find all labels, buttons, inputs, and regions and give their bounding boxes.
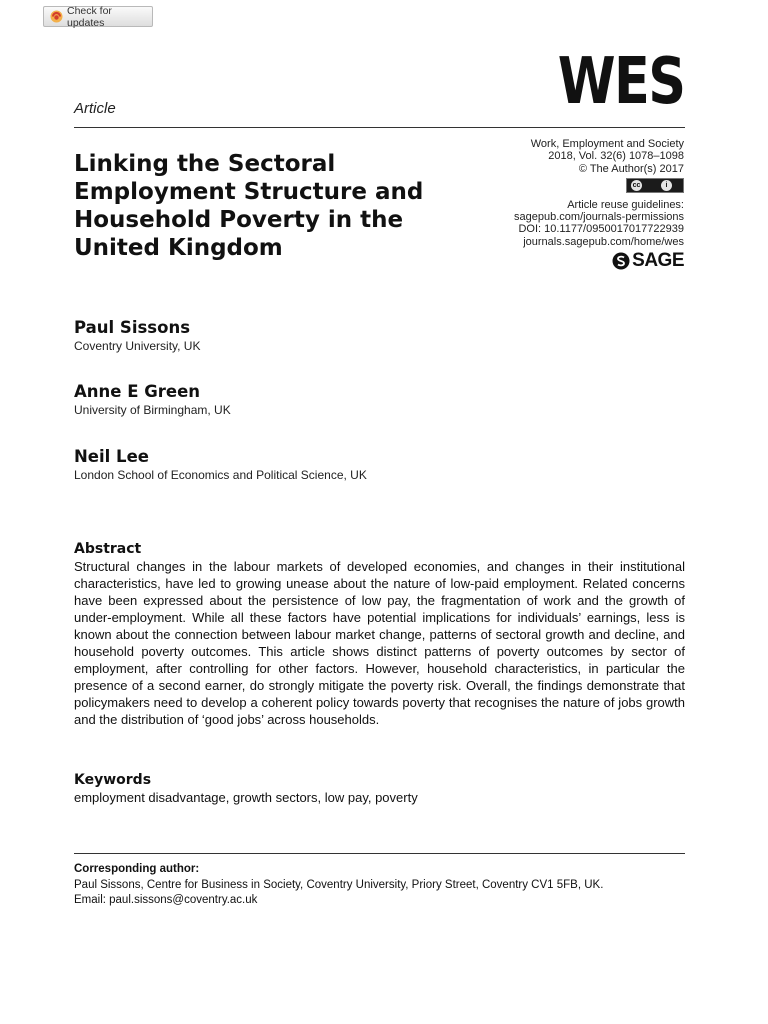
corresponding-author-label: Corresponding author: xyxy=(74,863,200,875)
journal-url[interactable]: journals.sagepub.com/home/wes xyxy=(523,235,684,248)
author-name: Anne E Green xyxy=(74,382,201,401)
abstract-section xyxy=(74,540,685,728)
keywords-text: employment disadvantage, growth sectors, low pay, poverty xyxy=(74,790,418,805)
check-for-updates-button[interactable] xyxy=(43,6,153,27)
abstract-text: Structural changes in the labour markets of developed economies, and changes in their institutional characteristics, have led to growing unease about the nature of low-paid employment. Related concerns have been expressed about the persistence of low pay, the fragmentation of work and the growth of under-employment. While all these factors have potential implications for individuals’ earnings, less is known about the connection between labour market change, patterns of sectoral growth and decline, and household poverty outcomes. This article shows distinct patterns of poverty outcomes by sector of employment, after controlling for other factors. However, household characteristics, in particular the presence of a second earner, do strongly mitigate the poverty risk. Overall, the findings demonstrate that policymakers need to develop a coherent policy towards poverty that recognises the nature of jobs growth and the distribution of ‘good jobs’ across households. xyxy=(74,559,685,727)
keywords-section xyxy=(74,771,685,806)
keywords-heading: Keywords xyxy=(74,772,152,788)
author-name: Paul Sissons xyxy=(74,318,191,337)
article-type: Article xyxy=(74,100,116,117)
footer-divider xyxy=(74,853,685,854)
sage-logo-icon xyxy=(612,252,630,270)
reuse-guidelines-link[interactable]: sagepub.com/journals-permissions xyxy=(514,211,684,224)
check-updates-icon xyxy=(50,10,63,23)
author-affiliation: London School of Economics and Political Science, UK xyxy=(74,468,367,482)
author-block xyxy=(74,318,200,354)
corresponding-author xyxy=(74,862,714,909)
sage-logo xyxy=(612,252,684,270)
abstract-heading: Abstract xyxy=(74,541,142,557)
check-updates-label: Check for updates xyxy=(67,4,112,29)
citation: 2018, Vol. 32(6) 1078–1098 xyxy=(548,150,684,163)
cc-by-icon[interactable]: cc i xyxy=(626,178,684,193)
author-block xyxy=(74,382,231,418)
author-name: Neil Lee xyxy=(74,447,149,466)
corresponding-author-address: Paul Sissons, Centre for Business in Society, Coventry University, Priory Street, Coventry CV1 5FB, UK. xyxy=(74,878,604,891)
publication-metadata xyxy=(424,138,684,274)
doi[interactable]: DOI: 10.1177/0950017017722939 xyxy=(518,223,684,236)
article-title: Linking the Sectoral Employment Structure and Household Poverty in the United Kingdom xyxy=(74,151,424,261)
copyright: © The Author(s) 2017 xyxy=(578,162,684,175)
reuse-guidelines-label: Article reuse guidelines: xyxy=(567,198,684,211)
author-affiliation: Coventry University, UK xyxy=(74,339,201,353)
journal-name: Work, Employment and Society xyxy=(530,138,684,150)
author-block xyxy=(74,447,367,483)
author-affiliation: University of Birmingham, UK xyxy=(74,403,231,417)
sage-logo-text: SAGE xyxy=(632,250,684,272)
header-divider xyxy=(74,127,685,128)
corresponding-author-email[interactable]: Email: paul.sissons@coventry.ac.uk xyxy=(74,894,258,906)
journal-logo: WES xyxy=(557,45,684,119)
